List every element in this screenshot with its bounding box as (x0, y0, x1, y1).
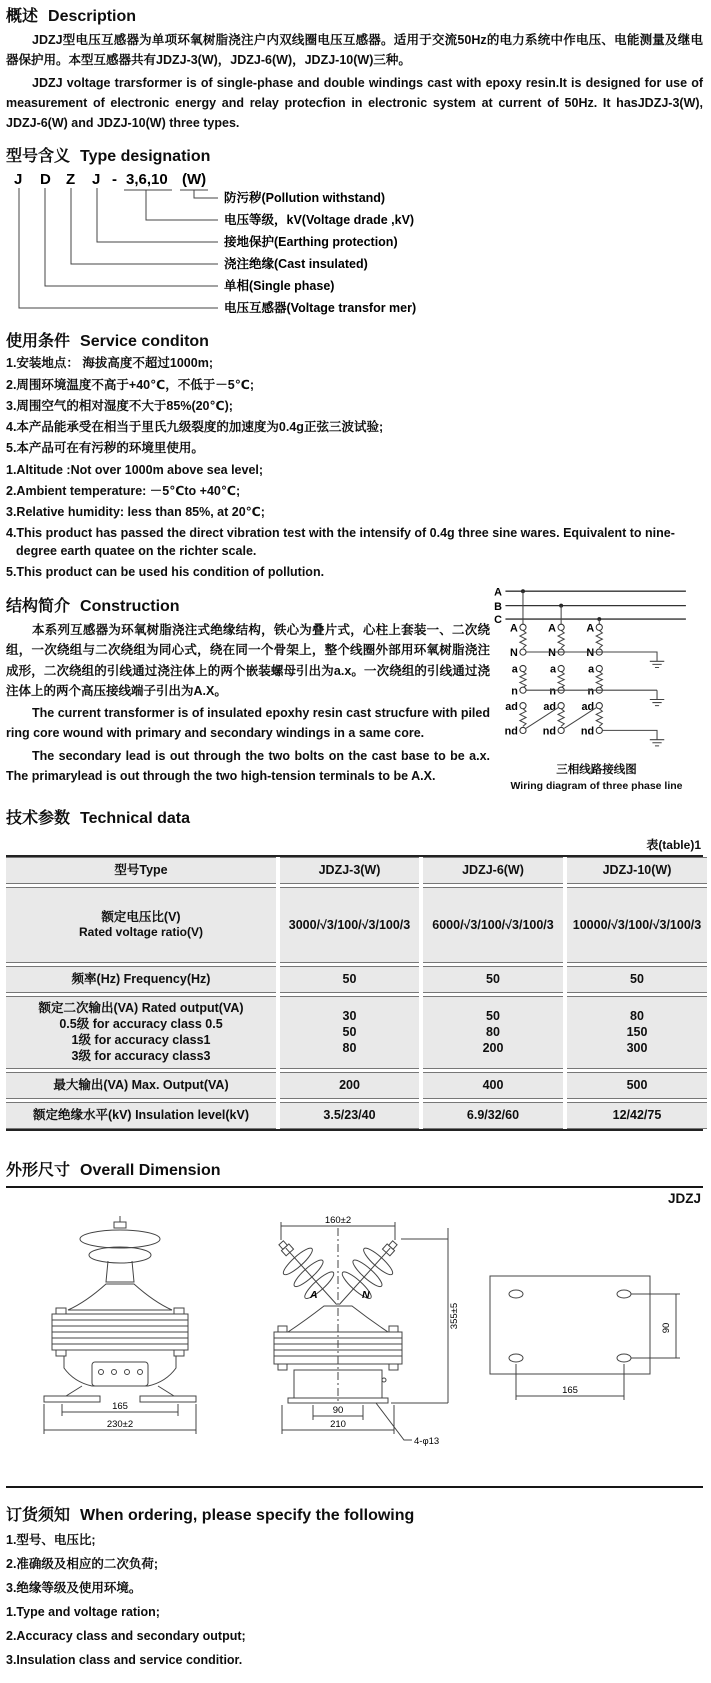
voltage-ratio-value: 6000/√3/100/√3/100/3 (423, 887, 563, 963)
svg-text:A: A (586, 622, 595, 635)
technical-title-en: Technical data (80, 809, 190, 827)
ordering-title-zh: 订货须知 (6, 1506, 71, 1524)
svg-text:N: N (548, 647, 556, 660)
terminal-ad: ad (505, 700, 518, 713)
construction-paragraph-en2: The secondary lead is out through the two bolts on the cast base to be a.x. The primarylead is out through the two high-tension terminals to be A.X. (6, 748, 490, 783)
bus-label-a: A (494, 586, 502, 599)
table-header-jdzj6: JDZJ-6(W) (423, 857, 563, 884)
side-dim-inner: 90 (332, 1404, 344, 1416)
bus-label-c: C (494, 614, 502, 627)
base-plate-drawing (472, 1254, 697, 1419)
row-label-max-output: 最大输出(VA) Max. Output(VA) (6, 1072, 276, 1099)
designation-label-vt: 电压互感器(Voltage transfor mer) (224, 301, 417, 316)
service-item-en: 3.Relative humidity: less than 85%, at 20℃; (6, 505, 265, 519)
wiring-caption (490, 763, 703, 793)
max-output-value: 400 (423, 1072, 563, 1099)
service-item-en: 4.This product has passed the direct vibration test with the intensify of 0.4g three sine wares. Equivalent to nine-degree earth quatee on the richter scale. (6, 526, 675, 558)
section-title-construction (6, 593, 490, 616)
description-paragraph-zh: JDZJ型电压互感器为单项环氧树脂浇注户内双线圈电压互感器。适用于交流50Hz的电力系统中作电压、电能测量及继电器保护用。本型互感器共有JDZJ-3(W)，JDZJ-6(W)，JDZJ-10(W)三种。 (6, 33, 703, 68)
service-item-zh: 1.安装地点： 海拔高度不超过1000m; (6, 356, 213, 371)
table-header-jdzj10: JDZJ-10(W) (567, 857, 707, 884)
svg-text:ad: ad (543, 700, 556, 713)
code-voltages: 3,6,10 (126, 171, 168, 189)
designation-label-pollution: 防污秽(Pollution withstand) (224, 191, 386, 206)
dimension-drawings (6, 1210, 703, 1456)
row-label-frequency: 频率(Hz) Frequency(Hz) (6, 966, 276, 993)
voltage-ratio-value: 10000/√3/100/√3/100/3 (567, 887, 707, 963)
svg-text:A: A (548, 622, 556, 635)
construction-section (6, 585, 703, 793)
terminal-a-primary: A (510, 622, 518, 635)
service-item-en: 2.Ambient temperature: －5℃to +40℃; (6, 483, 241, 498)
dimension-top-rule (6, 1186, 703, 1188)
insulation-value: 3.5/23/40 (280, 1102, 419, 1129)
ordering-item-zh: 1.型号、电压比; (6, 1532, 96, 1547)
rated-output-values: 50 80 200 (423, 996, 563, 1069)
svg-text:N: N (586, 647, 595, 660)
svg-text:n: n (587, 685, 595, 698)
ordering-top-rule (6, 1486, 703, 1488)
svg-text:a: a (588, 663, 595, 676)
terminal-n-secondary: n (511, 685, 518, 698)
ordering-item-zh: 2.准确级及相应的二次负荷; (6, 1556, 159, 1571)
table-header-jdzj3: JDZJ-3(W) (280, 857, 419, 884)
construction-title-en: Construction (80, 598, 180, 615)
code-letter-z: Z (66, 171, 76, 189)
technical-title-zh: 技术参数 (6, 809, 71, 827)
row-label-voltage-ratio (6, 887, 276, 963)
designation-label-phase: 单相(Single phase) (224, 279, 335, 294)
wiring-caption-zh: 三相线路接线图 (556, 764, 637, 776)
section-title-technical (6, 805, 703, 828)
ordering-item-zh: 3.绝缘等级及使用环境。 (6, 1580, 142, 1595)
wiring-caption-en: Wiring diagram of three phase line (510, 779, 683, 792)
voltage-ratio-value: 3000/√3/100/√3/100/3 (280, 887, 419, 963)
section-title-dimension (6, 1157, 703, 1180)
service-title-zh: 使用条件 (6, 333, 71, 351)
rated-output-values: 80 150 300 (567, 996, 707, 1069)
three-phase-wiring-diagram (490, 585, 690, 750)
brand-label: JDZJ (667, 1190, 701, 1206)
bus-label-b: B (494, 600, 502, 613)
table-tag: 表(table)1 (646, 837, 701, 852)
service-item-en: 1.Altitude :Not over 1000m above sea level; (6, 462, 264, 477)
type-designation-diagram (6, 170, 476, 320)
svg-text:nd: nd (580, 725, 595, 738)
description-title-zh: 概述 (6, 8, 39, 25)
service-item-zh: 4.本产品能承受在相当于里氏九级裂度的加速度为0.4g正弦三波试验; (6, 420, 384, 434)
voltage-ratio-label-zh: 额定电压比(V) (101, 909, 181, 924)
frequency-value: 50 (567, 966, 707, 993)
section-title-ordering (6, 1502, 703, 1525)
front-view-drawing (20, 1214, 220, 1449)
side-view-drawing (226, 1214, 466, 1454)
side-dim-height: 355±5 (449, 1302, 460, 1329)
frequency-value: 50 (280, 966, 419, 993)
ordering-title-en: When ordering, please specify the following (80, 1506, 415, 1524)
section-title-description (6, 3, 703, 26)
plate-dim-height: 90 (661, 1322, 672, 1333)
service-item-zh: 3.周围空气的相对湿度不大于85%(20℃); (6, 398, 233, 413)
code-letter-j1: J (14, 171, 23, 189)
service-item-en: 5.This product can be used his condition of pollution. (6, 564, 325, 579)
table-header-type: 型号Type (6, 857, 276, 884)
plate-dim-width: 165 (562, 1384, 578, 1396)
ordering-item-en: 2.Accuracy class and secondary output; (6, 1629, 246, 1644)
dimension-title-en: Overall Dimension (80, 1161, 221, 1179)
front-dim-outer: 230±2 (106, 1418, 134, 1430)
designation-label-earthing: 接地保护(Earthing protection) (224, 235, 398, 250)
insulation-value: 12/42/75 (567, 1102, 707, 1129)
rated-output-values: 30 50 80 (280, 996, 419, 1069)
insulation-value: 6.9/32/60 (423, 1102, 563, 1129)
voltage-ratio-label-en: Rated voltage ratio(V) (78, 925, 204, 940)
frequency-value: 50 (423, 966, 563, 993)
service-title-en: Service conditon (80, 333, 209, 351)
service-item-zh: 2.周围环境温度不高于+40℃，不低于－5℃; (6, 377, 255, 392)
side-dim-top: 160±2 (324, 1214, 352, 1226)
side-terminal-a: A (310, 1288, 318, 1301)
svg-text:ad: ad (581, 700, 595, 713)
construction-paragraph-zh: 本系列互感器为环氧树脂浇注式绝缘结构，铁心为叠片式，心柱上套装一、二次绕组，一次绕组与二次绕组为同心式，绕在同一个骨架上，整个线圈外部用环氧树脂浇注成形，二次绕组的引线通过浇注体上的两个嵌装螺母引出为a.x。一次绕组的引线通过浇注体上的两个高压接线端子引出为A.X。 (6, 623, 490, 698)
ordering-item-en: 1.Type and voltage ration; (6, 1605, 160, 1620)
max-output-value: 500 (567, 1072, 707, 1099)
terminal-nd: nd (504, 725, 518, 738)
construction-title-zh: 结构简介 (6, 598, 71, 615)
dimension-title-zh: 外形尺寸 (6, 1161, 71, 1179)
designation-label-voltage: 电压等级，kV(Voltage drade ,kV) (224, 213, 415, 228)
technical-data-table (6, 855, 703, 1131)
type-designation-title-zh: 型号含义 (6, 148, 71, 166)
terminal-a-secondary: a (511, 663, 518, 676)
side-dim-outer: 210 (330, 1418, 346, 1430)
type-designation-title-en: Type designation (80, 148, 211, 166)
code-dash: - (112, 171, 117, 189)
svg-text:nd: nd (542, 725, 556, 738)
code-letter-d: D (40, 171, 51, 189)
svg-text:n: n (549, 685, 556, 698)
max-output-value: 200 (280, 1072, 419, 1099)
description-title-en: Description (48, 8, 137, 25)
code-w: (W) (182, 171, 207, 189)
terminal-n-primary: N (510, 647, 518, 660)
description-paragraph-en: JDZJ voltage trarsformer is of single-phase and double windings cast with epoxy resin.It is designed for use of measurement of electronic energy and relay protecfion in electronic system at current of 50Hz. It hasJDZJ-3(W), JDZJ-6(W) and JDZJ-10(W) three types. (6, 75, 703, 130)
side-holes-note: 4-φ13 (414, 1435, 440, 1447)
front-dim-inner: 165 (112, 1400, 128, 1412)
designation-label-cast: 浇注绝缘(Cast insulated) (224, 257, 368, 272)
row-label-insulation: 额定绝缘水平(kV) Insulation level(kV) (6, 1102, 276, 1129)
service-item-zh: 5.本产品可在有污秽的环境里使用。 (6, 441, 204, 456)
construction-paragraph-en1: The current transformer is of insulated epoxhy resin cast strucfure with piled ring core wound with primary and secondary windings in a same core. (6, 706, 490, 741)
code-letter-j2: J (92, 171, 101, 189)
side-terminal-n: N (362, 1288, 370, 1301)
svg-text:a: a (549, 663, 556, 676)
ordering-item-en: 3.Insulation class and service conditior. (6, 1653, 243, 1668)
section-title-type-designation (6, 143, 703, 166)
section-title-service (6, 328, 703, 351)
row-label-rated-output: 额定二次输出(VA) Rated output(VA) 0.5级 for accuracy class 0.5 1级 for accuracy class1 3级 for accuracy class3 (6, 996, 276, 1069)
